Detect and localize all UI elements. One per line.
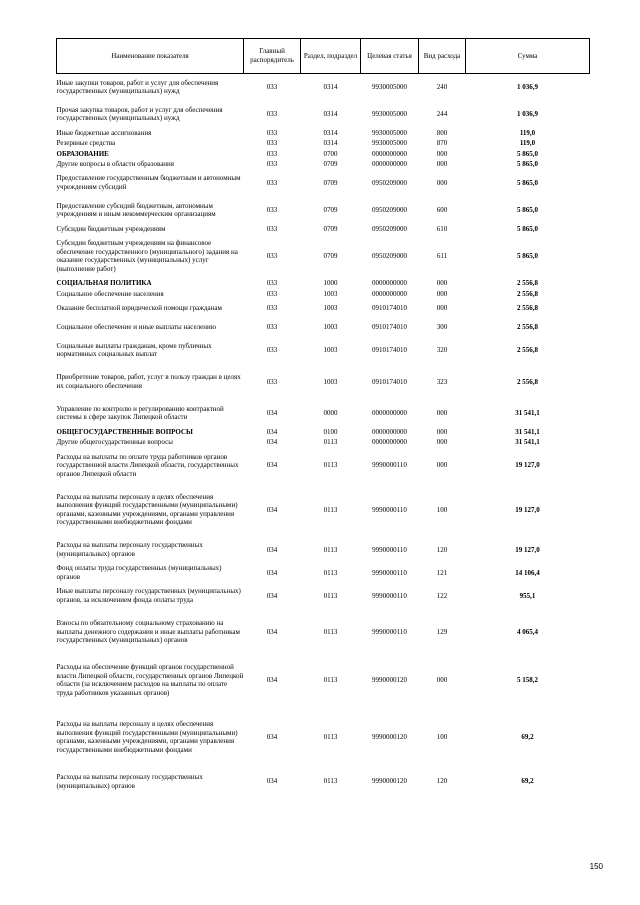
table-row	[57, 564, 590, 583]
row-section: 0709	[323, 159, 338, 168]
table-row	[57, 610, 590, 654]
budget-table	[56, 38, 590, 795]
row-chief-manager: 034	[266, 591, 278, 600]
row-name: Иные закупки товаров, работ и услуг для обеспечения государственных (муниципальных) нужд	[56, 78, 219, 96]
row-name: Предоставление государственным бюджетным и автономным учреждениям субсидий	[56, 174, 241, 191]
row-target-article: 0000000000	[372, 409, 407, 418]
row-name: СОЦИАЛЬНАЯ ПОЛИТИКА	[56, 279, 152, 288]
row-expense-type: 600	[436, 205, 448, 214]
row-expense-type: 100	[436, 505, 448, 514]
page-number: 150	[589, 862, 603, 871]
row-name: Предоставление субсидий бюджетным, автономным учреждениям и иным некоммерческим организациям	[56, 201, 216, 219]
row-target-article: 0950209000	[372, 205, 407, 214]
row-target-article: 9930005000	[372, 110, 407, 119]
row-chief-manager: 034	[266, 438, 278, 447]
row-name: ОБРАЗОВАНИЕ	[56, 149, 109, 158]
row-expense-type: 129	[436, 627, 448, 636]
row-section: 0709	[323, 252, 338, 261]
row-section: 0113	[323, 676, 338, 685]
row-target-article: 9990000110	[372, 627, 407, 636]
row-section: 0113	[323, 568, 338, 577]
row-name: Социальные выплаты гражданам, кроме публичных нормативных социальных выплат	[56, 341, 212, 359]
row-name: Прочая закупка товаров, работ и услуг для обеспечения государственных (муниципальных) нужд	[56, 105, 223, 123]
row-section: 1003	[323, 304, 338, 313]
row-target-article: 0950209000	[372, 178, 407, 187]
header-sum: Сумма	[466, 39, 590, 74]
row-section: 0113	[323, 777, 338, 786]
row-name: Расходы на выплаты персоналу государственных (муниципальных) органов	[56, 773, 203, 790]
row-section: 0113	[323, 627, 338, 636]
row-chief-manager: 033	[266, 279, 278, 288]
row-expense-type: 120	[436, 777, 448, 786]
row-section: 1003	[323, 289, 338, 298]
row-chief-manager: 033	[266, 252, 278, 261]
header-target-article: Целевая статья	[361, 39, 419, 74]
row-sum: 31 541,1	[515, 409, 540, 418]
row-section: 0314	[323, 110, 338, 119]
row-target-article: 0910174010	[372, 377, 407, 386]
row-section: 0709	[323, 205, 338, 214]
table-row	[57, 138, 590, 148]
row-chief-manager: 033	[266, 377, 278, 386]
row-sum: 2 556,8	[517, 346, 538, 355]
row-section: 0314	[323, 83, 338, 92]
row-target-article: 0000000000	[372, 438, 407, 447]
row-expense-type: 000	[436, 461, 448, 470]
row-chief-manager: 034	[266, 627, 278, 636]
row-chief-manager: 034	[266, 409, 278, 418]
row-chief-manager: 033	[266, 304, 278, 313]
row-name: Расходы на выплаты персоналу в целях обеспечения выполнения функций государственными (муниципальными) органами, казенными учреждениями, органами управления государственными внебюджетными фондами	[56, 720, 238, 754]
row-sum: 2 556,8	[517, 289, 538, 298]
table-row	[57, 299, 590, 318]
row-expense-type: 120	[436, 545, 448, 554]
row-expense-type: 000	[436, 427, 448, 436]
row-sum: 2 556,8	[517, 323, 538, 331]
table-row	[57, 224, 590, 234]
row-name: Другие общегосударственные вопросы	[56, 438, 173, 447]
row-expense-type: 800	[436, 128, 448, 137]
row-expense-type: 000	[436, 178, 448, 187]
row-target-article: 0950209000	[372, 252, 407, 261]
row-section: 0113	[323, 591, 338, 600]
row-chief-manager: 034	[266, 568, 278, 577]
row-target-article: 9990000120	[372, 777, 407, 786]
row-chief-manager: 033	[266, 83, 278, 92]
row-sum: 2 556,8	[517, 377, 538, 386]
row-chief-manager: 034	[266, 777, 278, 786]
row-chief-manager: 033	[266, 323, 278, 331]
row-chief-manager: 033	[266, 139, 278, 148]
row-section: 0113	[323, 438, 338, 447]
table-row	[57, 128, 590, 138]
row-target-article: 0910174010	[372, 304, 407, 313]
table-row	[57, 582, 590, 609]
row-section: 0113	[323, 461, 338, 470]
row-expense-type: 320	[436, 346, 448, 355]
table-row	[57, 289, 590, 299]
row-chief-manager: 034	[266, 461, 278, 470]
row-section: 0113	[323, 733, 338, 742]
row-target-article: 0000000000	[372, 289, 407, 298]
row-section: 0709	[323, 224, 338, 233]
row-name: Иные выплаты персоналу государственных (муниципальных) органов, за исключением фонда оплаты труда	[56, 587, 241, 604]
row-name: Резервные средства	[56, 139, 116, 148]
row-sum: 31 541,1	[515, 438, 540, 447]
table-row	[57, 536, 590, 563]
table-row	[57, 483, 590, 536]
row-chief-manager: 033	[266, 149, 278, 158]
row-chief-manager: 033	[266, 110, 278, 119]
table-row	[57, 159, 590, 169]
table-row	[57, 234, 590, 278]
table-row	[57, 427, 590, 437]
row-sum: 119,0	[519, 139, 536, 148]
row-target-article: 9990000120	[372, 733, 407, 742]
row-sum: 5 865,0	[517, 252, 538, 261]
row-section: 1003	[323, 323, 338, 331]
table-row	[57, 364, 590, 400]
row-name: Субсидии бюджетным учреждениям	[56, 224, 166, 233]
row-target-article: 9930005000	[372, 139, 407, 148]
row-expense-type: 323	[436, 377, 448, 386]
row-target-article: 0000000000	[372, 279, 407, 288]
row-chief-manager: 034	[266, 505, 278, 514]
row-name: Расходы на выплаты персоналу в целях обеспечения выполнения функций государственными (муниципальными) органами, казенными учреждениями, органами управления государственными внебюджетными фондами	[56, 492, 238, 527]
row-section: 0314	[323, 128, 338, 137]
table-row	[57, 654, 590, 707]
row-section: 0314	[323, 139, 338, 148]
header-chief-manager: Главный распорядитель	[244, 39, 301, 74]
row-expense-type: 000	[436, 438, 448, 447]
row-sum: 5 158,2	[517, 676, 538, 685]
row-expense-type: 000	[436, 409, 448, 418]
row-target-article: 9990000110	[372, 461, 407, 470]
row-chief-manager: 033	[266, 205, 278, 214]
table-row	[57, 101, 590, 128]
row-sum: 1 036,9	[517, 83, 538, 92]
row-target-article: 9990000110	[372, 545, 407, 554]
table-row	[57, 278, 590, 288]
row-sum: 31 541,1	[515, 427, 540, 436]
row-section: 1000	[323, 279, 338, 288]
row-section: 0709	[323, 178, 338, 187]
row-sum: 4 065,4	[517, 627, 538, 636]
table-body	[57, 74, 590, 796]
row-target-article: 9990000110	[372, 505, 407, 514]
table-row	[57, 768, 590, 795]
row-sum: 5 865,0	[517, 149, 538, 158]
row-sum: 5 865,0	[517, 159, 538, 168]
row-expense-type: 122	[436, 591, 448, 600]
row-target-article: 0950209000	[372, 224, 407, 233]
row-target-article: 0000000000	[372, 159, 407, 168]
row-chief-manager: 034	[266, 733, 278, 742]
row-name: Расходы на выплаты по оплате труда работников органов государственной власти Липецкой области, государственных органов Липецкой области	[56, 452, 239, 478]
row-name: Другие вопросы в области образования	[56, 159, 175, 168]
row-expense-type: 870	[436, 139, 448, 148]
row-name: Иные бюджетные ассигнования	[56, 128, 152, 137]
row-expense-type: 610	[436, 224, 448, 233]
row-sum: 69,2	[521, 777, 534, 786]
table-row	[57, 149, 590, 159]
row-expense-type: 000	[436, 289, 448, 298]
row-expense-type: 000	[436, 159, 448, 168]
row-section: 0113	[323, 505, 338, 514]
row-target-article: 9990000120	[372, 676, 407, 685]
row-sum: 955,1	[519, 591, 536, 600]
table-row	[57, 169, 590, 196]
row-name: Приобретение товаров, работ, услуг в пользу граждан в целях их социального обеспечения	[56, 373, 241, 390]
row-sum: 5 865,0	[517, 224, 538, 233]
row-sum: 14 106,4	[515, 568, 540, 577]
table-header-row	[57, 39, 590, 74]
row-expense-type: 100	[436, 733, 448, 742]
header-expense-type: Вид расхода	[419, 39, 466, 74]
table-row	[57, 337, 590, 364]
row-chief-manager: 034	[266, 545, 278, 554]
row-section: 0113	[323, 545, 338, 554]
row-target-article: 0910174010	[372, 323, 407, 331]
row-expense-type: 000	[436, 676, 448, 685]
row-sum: 5 865,0	[517, 205, 538, 214]
row-name: ОБЩЕГОСУДАРСТВЕННЫЕ ВОПРОСЫ	[56, 427, 193, 436]
table-row	[57, 707, 590, 768]
row-expense-type: 000	[436, 304, 448, 313]
row-target-article: 9990000110	[372, 591, 407, 600]
row-expense-type: 244	[436, 110, 448, 119]
row-expense-type: 000	[436, 149, 448, 158]
row-name: Расходы на выплаты персоналу государственных (муниципальных) органов	[56, 541, 203, 558]
row-name: Управление по контролю и регулированию контрактной системы в сфере закупок Липецкой области	[56, 404, 224, 422]
row-name: Взносы по обязательному социальному страхованию на выплаты денежного содержания и иные выплаты работникам государственных (муниципальных) органов	[56, 619, 240, 645]
row-chief-manager: 034	[266, 676, 278, 685]
row-name: Расходы на обеспечение функций органов государственной власти Липецкой области, государственных органов Липецкой области (за исключением расходов на выплаты по оплате труда работников указанных органов)	[56, 663, 244, 697]
row-sum: 19 127,0	[515, 545, 540, 554]
row-expense-type: 121	[436, 568, 448, 577]
row-expense-type: 300	[436, 323, 448, 331]
header-section: Раздел, подраздел	[301, 39, 361, 74]
row-target-article: 0000000000	[372, 149, 407, 158]
row-expense-type: 611	[436, 252, 448, 261]
row-sum: 5 865,0	[517, 178, 538, 187]
row-target-article: 9930005000	[372, 128, 407, 137]
row-sum: 19 127,0	[515, 461, 540, 470]
row-sum: 19 127,0	[515, 505, 540, 514]
row-target-article: 9930005000	[372, 83, 407, 92]
row-chief-manager: 033	[266, 178, 278, 187]
row-sum: 69,2	[521, 733, 534, 742]
header-name: Наименование показателя	[57, 39, 244, 74]
row-chief-manager: 033	[266, 224, 278, 233]
table-row	[57, 448, 590, 484]
row-expense-type: 240	[436, 83, 448, 92]
row-sum: 119,0	[519, 128, 536, 137]
row-section: 0000	[323, 409, 338, 418]
table-row	[57, 400, 590, 427]
row-expense-type: 000	[436, 279, 448, 288]
row-sum: 2 556,8	[517, 304, 538, 313]
row-section: 1003	[323, 377, 338, 386]
row-sum: 2 556,8	[517, 279, 538, 288]
row-target-article: 9990000110	[372, 568, 407, 577]
table-row	[57, 437, 590, 447]
table-row	[57, 197, 590, 224]
row-target-article: 0910174010	[372, 346, 407, 355]
row-sum: 1 036,9	[517, 110, 538, 119]
row-name: Социальное обеспечение и иные выплаты населению	[56, 323, 216, 331]
table-row	[57, 318, 590, 337]
row-chief-manager: 033	[266, 289, 278, 298]
row-chief-manager: 033	[266, 128, 278, 137]
row-section: 0700	[323, 149, 338, 158]
table-row	[57, 74, 590, 101]
row-chief-manager: 033	[266, 159, 278, 168]
row-name: Социальное обеспечение населения	[56, 289, 164, 298]
row-chief-manager: 033	[266, 346, 278, 355]
row-section: 1003	[323, 346, 338, 355]
row-section: 0100	[323, 427, 338, 436]
row-name: Фонд оплаты труда государственных (муниципальных) органов	[56, 564, 222, 581]
row-name: Субсидии бюджетным учреждениям на финансовое обеспечение государственного (муниципального) задания на оказание государственных (муниципальных) услуг (выполнение работ)	[56, 239, 238, 273]
row-chief-manager: 034	[266, 427, 278, 436]
row-name: Оказание бесплатной юридической помощи гражданам	[56, 304, 222, 313]
row-target-article: 0000000000	[372, 427, 407, 436]
